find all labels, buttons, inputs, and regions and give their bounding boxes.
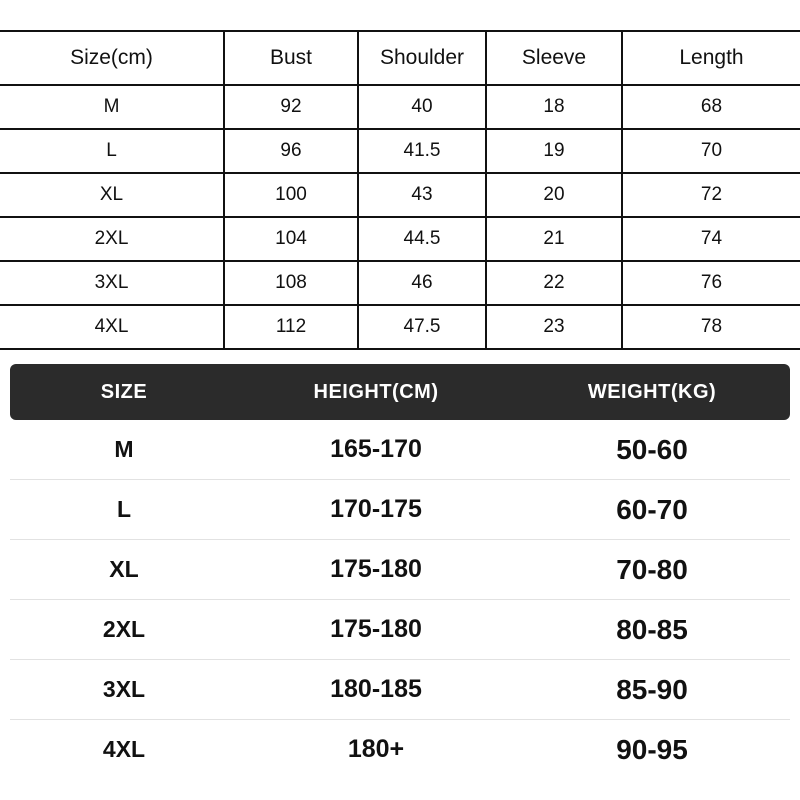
- cell-length: 78: [622, 305, 800, 349]
- table-row: [10, 420, 790, 480]
- cell-shoulder: 47.5: [358, 305, 486, 349]
- column-header-sleeve: Sleeve: [486, 31, 622, 85]
- measurement-table-head: [0, 31, 800, 85]
- cell-height: 165-170: [238, 420, 514, 480]
- column-header-weight: WEIGHT(KG): [514, 364, 790, 420]
- table-row: [0, 129, 800, 173]
- cell-shoulder: 43: [358, 173, 486, 217]
- cell-sleeve: 20: [486, 173, 622, 217]
- cell-size: 4XL: [0, 305, 224, 349]
- cell-sleeve: 19: [486, 129, 622, 173]
- column-header-length: Length: [622, 31, 800, 85]
- cell-weight: 70-80: [514, 540, 790, 600]
- cell-sleeve: 23: [486, 305, 622, 349]
- cell-sleeve: 21: [486, 217, 622, 261]
- height-weight-table: [10, 364, 790, 779]
- cell-size: 3XL: [10, 660, 238, 720]
- table-row: [0, 217, 800, 261]
- cell-size: XL: [0, 173, 224, 217]
- column-header-size: Size(cm): [0, 31, 224, 85]
- measurement-table-body: [0, 85, 800, 349]
- cell-length: 76: [622, 261, 800, 305]
- cell-bust: 100: [224, 173, 358, 217]
- table-row: [10, 720, 790, 780]
- cell-shoulder: 46: [358, 261, 486, 305]
- cell-weight: 80-85: [514, 600, 790, 660]
- height-weight-table-container: [10, 364, 790, 779]
- table-row: [0, 261, 800, 305]
- table-row: [10, 540, 790, 600]
- cell-height: 170-175: [238, 480, 514, 540]
- height-weight-table-body: [10, 420, 790, 779]
- cell-shoulder: 40: [358, 85, 486, 129]
- height-weight-table-head: [10, 364, 790, 420]
- cell-sleeve: 18: [486, 85, 622, 129]
- cell-length: 74: [622, 217, 800, 261]
- cell-length: 72: [622, 173, 800, 217]
- cell-size: M: [10, 420, 238, 480]
- cell-size: XL: [10, 540, 238, 600]
- cell-weight: 90-95: [616, 733, 688, 765]
- measurement-table-container: [0, 30, 800, 350]
- cell-bust: 92: [224, 85, 358, 129]
- table-header-row: [10, 364, 790, 420]
- cell-bust: 112: [224, 305, 358, 349]
- cell-weight: 60-70: [514, 480, 790, 540]
- cell-size: 3XL: [0, 261, 224, 305]
- column-header-bust: Bust: [224, 31, 358, 85]
- column-header-shoulder: Shoulder: [358, 31, 486, 85]
- cell-weight: 50-60: [514, 420, 790, 480]
- cell-height: 175-180: [238, 540, 514, 600]
- cell-weight: 85-90: [514, 660, 790, 720]
- table-header-row: [0, 31, 800, 85]
- table-row: [0, 85, 800, 129]
- cell-height: 180+: [347, 735, 405, 763]
- cell-shoulder: 41.5: [358, 129, 486, 173]
- cell-size: L: [0, 129, 224, 173]
- cell-size: L: [10, 480, 238, 540]
- cell-length: 68: [622, 85, 800, 129]
- table-row: [10, 480, 790, 540]
- column-header-size: SIZE: [10, 364, 238, 420]
- cell-size: 4XL: [102, 736, 146, 762]
- cell-height: 175-180: [238, 600, 514, 660]
- cell-bust: 108: [224, 261, 358, 305]
- cell-size: M: [0, 85, 224, 129]
- cell-shoulder: 44.5: [358, 217, 486, 261]
- cell-bust: 104: [224, 217, 358, 261]
- table-row: [0, 173, 800, 217]
- column-header-height: HEIGHT(CM): [238, 364, 514, 420]
- table-row: [0, 305, 800, 349]
- measurement-table: [0, 30, 800, 350]
- cell-sleeve: 22: [486, 261, 622, 305]
- cell-size: 2XL: [0, 217, 224, 261]
- cell-bust: 96: [224, 129, 358, 173]
- cell-height: 180-185: [238, 660, 514, 720]
- cell-size: 2XL: [10, 600, 238, 660]
- table-row: [10, 600, 790, 660]
- table-row: [10, 660, 790, 720]
- cell-length: 70: [622, 129, 800, 173]
